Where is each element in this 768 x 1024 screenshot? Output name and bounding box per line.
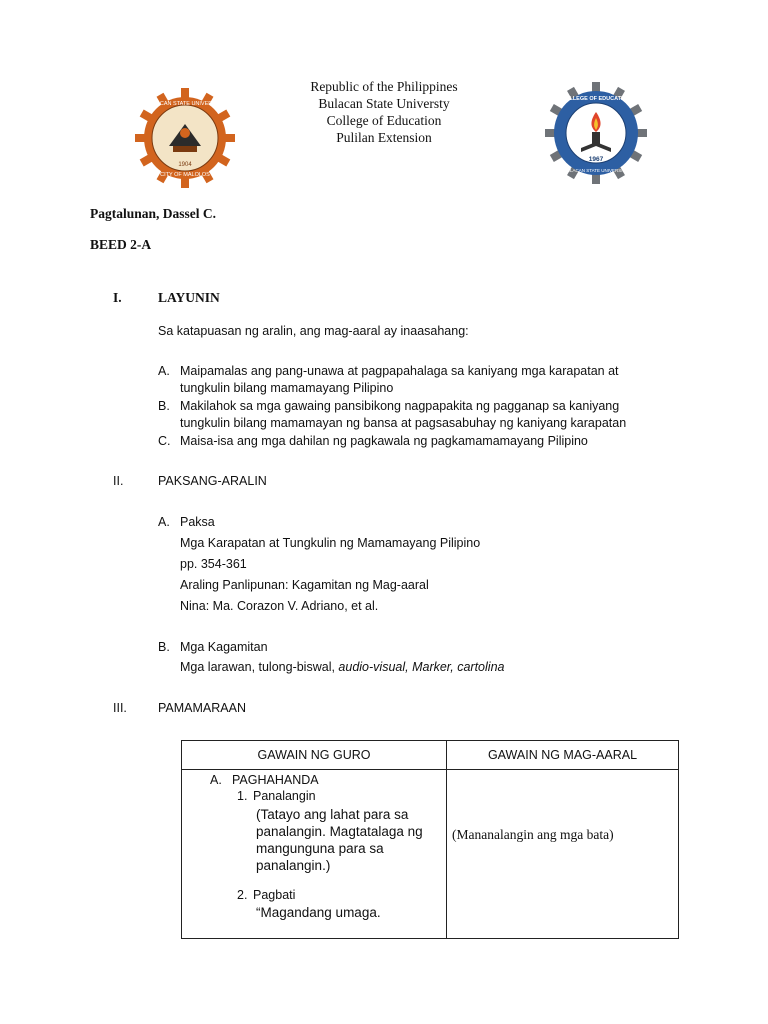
section-1-intro: Sa katapuasan ng aralin, ang mag-aaral ay inaasahang: [158,324,469,338]
materials-italic: audio-visual, Marker, cartolina [338,660,505,674]
institution-header [234,78,534,146]
svg-text:COLLEGE OF EDUCATION: COLLEGE OF EDUCATION [561,96,631,102]
part-a-title: PAGHAHANDA [232,773,319,787]
procedure-table [181,740,679,939]
step-1-instruction-line-3: mangunguna para sa [256,841,384,856]
svg-text:1904: 1904 [178,162,192,168]
college-of-education-seal [545,82,647,184]
subject-topic: Mga Karapatan at Tungkulin ng Mamamayang Pilipino [180,536,481,550]
teacher-activity-cell [182,770,447,939]
materials-plain: Mga larawan, tulong-biswal, [180,660,339,674]
procedure-table-header-row [182,741,679,770]
column-header-teacher: GAWAIN NG GURO [182,741,447,770]
materials-b-letter: B. [158,640,170,654]
materials-b-title: Mga Kagamitan [180,640,268,654]
header-line-3: College of Education [326,113,442,128]
student-section: BEED 2-A [90,237,152,252]
section-2-numeral: II. [113,474,124,488]
column-header-student: GAWAIN NG MAG-AARAL [447,741,679,770]
procedure-table-row [182,770,679,939]
section-1-numeral: I. [113,290,122,305]
svg-text:BULACAN STATE UNIVERSITY: BULACAN STATE UNIVERSITY [563,168,629,173]
step-1-instruction-line-4: panalangin.) [256,858,331,873]
bulsu-seal [135,88,235,188]
header-line-4: Pulilan Extension [336,130,432,145]
subject-a-title: Paksa [180,515,215,529]
step-1-number: 1. [237,789,248,803]
student-activity-cell [447,770,679,939]
step-2-title: Pagbati [253,888,296,902]
subject-reference: Araling Panlipunan: Kagamitan ng Mag-aaral [180,578,429,592]
student-response: (Mananalangin ang mga bata) [452,827,614,842]
materials-list [180,659,504,676]
header-line-2: Bulacan State Universty [318,96,450,111]
step-2-number: 2. [237,888,248,902]
svg-text:BULACAN STATE UNIVERSITY: BULACAN STATE UNIVERSITY [145,101,225,107]
step-1-instruction-line-1: (Tatayo ang lahat para sa [256,807,409,822]
objective-a-letter: A. [158,364,170,378]
section-3-title: PAMAMARAAN [158,701,246,715]
section-2-title: PAKSANG-ARALIN [158,474,267,488]
subject-pages: pp. 354-361 [180,557,247,571]
objective-b-letter: B. [158,399,170,413]
section-3-numeral: III. [113,701,127,715]
subject-a-letter: A. [158,515,170,529]
step-1-instruction-line-2: panalangin. Magtatalaga ng [256,824,423,839]
section-1-title: LAYUNIN [158,290,220,305]
subject-authors: Nina: Ma. Corazon V. Adriano, et al. [180,599,379,613]
svg-text:1967: 1967 [588,156,604,163]
objective-b-line-1: Makilahok sa mga gawaing pansibikong nagpapakita ng pagganap sa kaniyang [180,399,620,413]
objective-c-line-1: Maisa-isa ang mga dahilan ng pagkawala ng pagkamamamayang Pilipino [180,434,588,448]
objective-a-line-1: Maipamalas ang pang-unawa at pagpapahalaga sa kaniyang mga karapatan at [180,364,619,378]
step-2-greeting: “Magandang umaga. [256,905,381,920]
objective-a-line-2: tungkulin bilang mamamayang Pilipino [180,381,394,395]
student-name: Pagtalunan, Dassel C. [90,206,217,221]
svg-text:CITY OF MALOLOS: CITY OF MALOLOS [160,172,210,178]
header-line-1: Republic of the Philippines [310,79,458,94]
objective-c-letter: C. [158,434,171,448]
step-1-title: Panalangin [253,789,316,803]
part-a-letter: A. [210,773,222,787]
objective-b-line-2: tungkulin bilang mamamayan ng bansa at pagsasabuhay ng kaniyang karapatan [180,416,627,430]
